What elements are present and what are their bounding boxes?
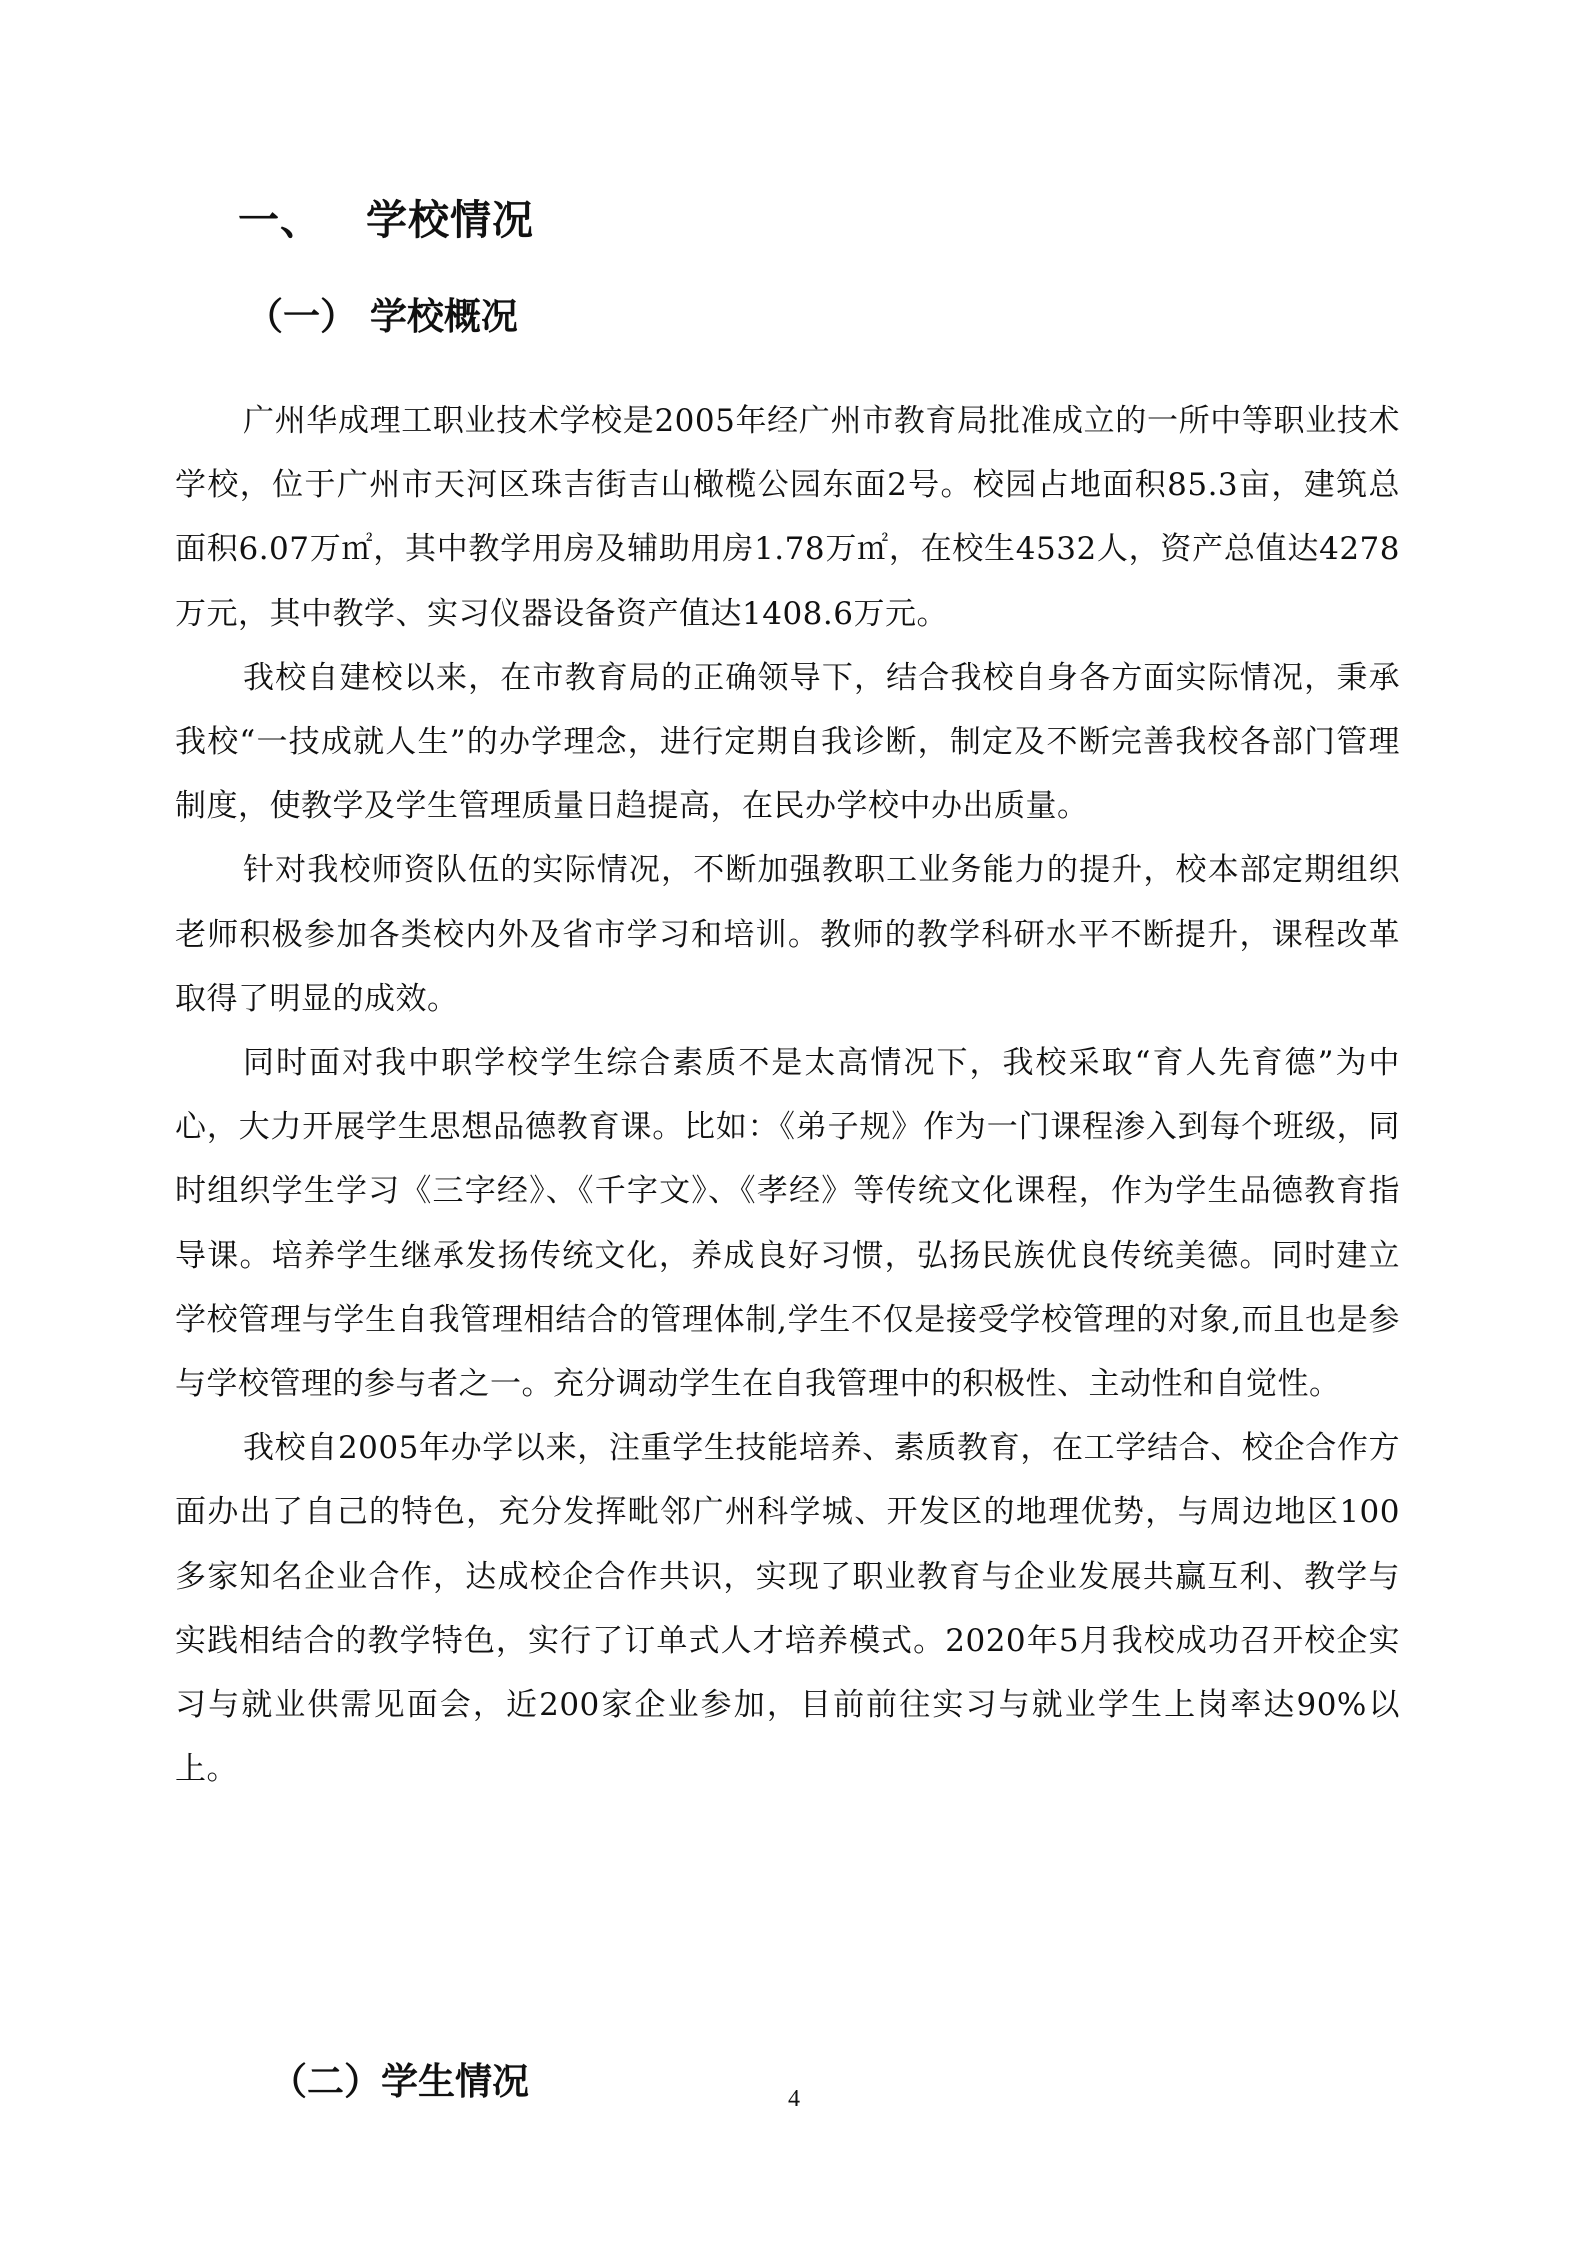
paragraph: 我校自建校以来，在市教育局的正确领导下，结合我校自身各方面实际情况，秉承我校“一技成就人生”的办学理念，进行定期自我诊断，制定及不断完善我校各部门管理制度，使教学及学生管理质量日趋提高，在民办学校中办出质量。: [175, 659, 1400, 825]
subsection-heading-student-situation: （二）学生情况: [270, 2060, 529, 2103]
paragraph: 同时面对我中职学校学生综合素质不是太高情况下，我校采取“育人先育德”为中心，大力开展学生思想品德教育课。比如：《弟子规》作为一门课程渗入到每个班级，同时组织学生学习《三字经》、《千字文》、《孝经》等传统文化课程，作为学生品德教育指导课。培养学生继承发扬传统文化，养成良好习惯，弘扬民族优良传统美德。同时建立学校管理与学生自我管理相结合的管理体制,学生不仅是接受学校管理的对象,而且也是参与学校管理的参与者之一。充分调动学生在自我管理中的积极性、主动性和自觉性。: [175, 1045, 1400, 1403]
section-title: 学校情况: [366, 196, 534, 244]
paragraph: 针对我校师资队伍的实际情况，不断加强教职工业务能力的提升，校本部定期组织老师积极参加各类校内外及省市学习和培训。教师的教学科研水平不断提升，课程改革取得了明显的成效。: [175, 852, 1400, 1017]
section-heading: [238, 190, 534, 250]
paragraph: 广州华成理工职业技术学校是2005年经广州市教育局批准成立的一所中等职业技术学校，位于广州市天河区珠吉街吉山橄榄公园东面2号。校园占地面积85.3亩，建筑总面积6.07万㎡，其中教学用房及辅助用房1.78万㎡，在校生4532人，资产总值达4278万元，其中教学、实习仪器设备资产值达1408.6万元。: [175, 403, 1400, 632]
paragraph: 我校自2005年办学以来，注重学生技能培养、素质教育，在工学结合、校企合作方面办出了自己的特色，充分发挥毗邻广州科学城、开发区的地理优势，与周边地区100多家知名企业合作，达成校企合作共识，实现了职业教育与企业发展共赢互利、教学与实践相结合的教学特色，实行了订单式人才培养模式。2020年5月我校成功召开校企实习与就业供需见面会，近200家企业参加，目前前往实习与就业学生上岗率达90%以上。: [175, 1430, 1400, 1788]
section-number: 一、: [238, 196, 322, 244]
subsection-heading-school-overview: （一） 学校概况: [246, 295, 518, 338]
body-text: [175, 389, 1400, 1801]
page-number: 4: [788, 2086, 800, 2112]
